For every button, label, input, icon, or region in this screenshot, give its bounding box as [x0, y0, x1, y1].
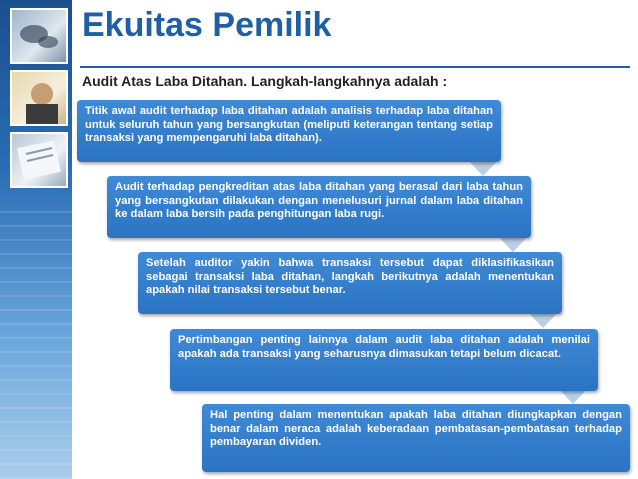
sidebar-decoration [0, 0, 72, 479]
step-box-2 [107, 176, 531, 238]
slide-subtitle: Audit Atas Laba Ditahan. Langkah-langkahnya adalah : [82, 73, 448, 89]
sidebar-photo-document [10, 132, 68, 188]
step-text: Hal penting dalam menentukan apakah laba ditahan diungkapkan dengan benar dalam neraca adalah keberadaan pembatasan-pembatasan terhadap pembayaran dividen. [210, 409, 622, 448]
tools-icon [12, 10, 66, 62]
person-icon [12, 72, 66, 124]
step-text: Audit terhadap pengkreditan atas laba ditahan yang berasal dari laba tahun yang bersangkutan dilakukan dengan menelusuri jurnal dalam laba ditahan ke dalam laba bersih pada penghitungan laba rugi. [115, 181, 523, 220]
step-text: Pertimbangan penting lainnya dalam audit laba ditahan adalah menilai apakah ada transaksi yang seharusnya dimasukan tetapi belum dicacat. [178, 334, 590, 360]
sidebar-stripes [0, 199, 72, 479]
step-text: Titik awal audit terhadap laba ditahan adalah analisis terhadap laba ditahan untuk seluruh tahun yang bersangkutan (meliputi keterangan tentang setiap transaksi yang mempengaruhi laba ditahan). [85, 105, 493, 144]
document-icon [12, 134, 66, 186]
step-text: Setelah auditor yakin bahwa transaksi tersebut dapat diklasifikasikan sebagai transaksi laba ditahan, langkah berikutnya adalah menentukan apakah nilai transaksi tersebut benar. [146, 257, 554, 296]
step-box-5 [202, 404, 630, 472]
step-box-4 [170, 329, 598, 391]
sidebar-photo-person [10, 70, 68, 126]
title-divider [80, 66, 630, 68]
sidebar-photo-tools [10, 8, 68, 64]
slide-title: Ekuitas Pemilik [82, 6, 332, 44]
step-box-1 [77, 100, 501, 162]
step-box-3 [138, 252, 562, 314]
